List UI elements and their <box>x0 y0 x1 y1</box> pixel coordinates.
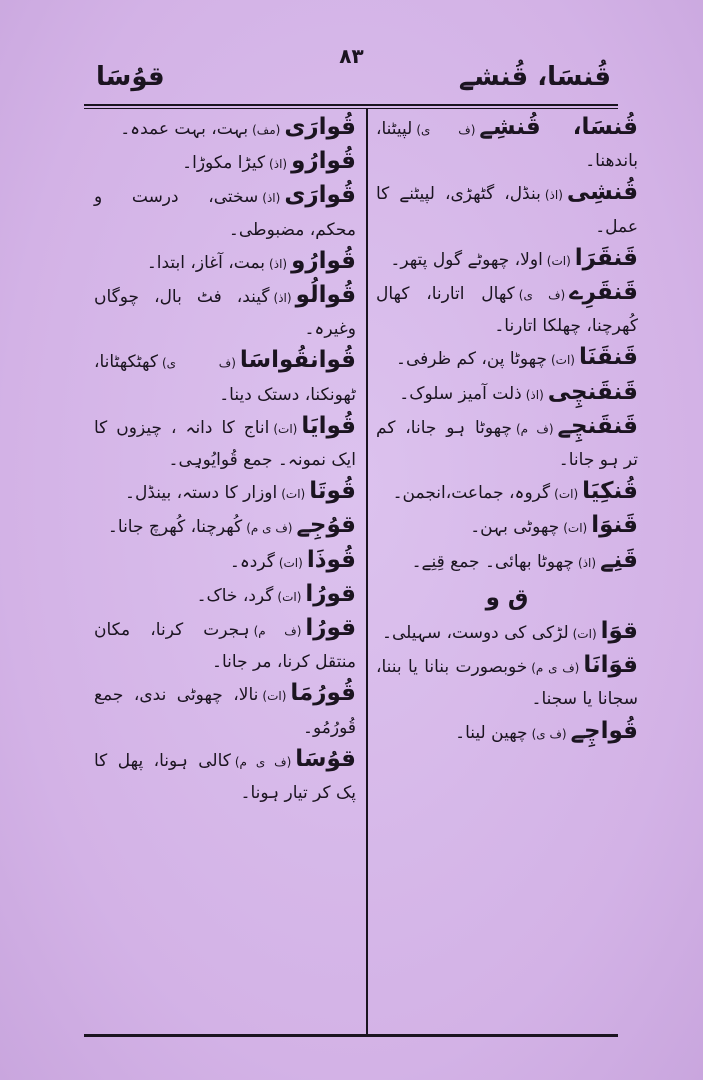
headword: قَنقَنَا <box>578 344 638 371</box>
definition: بمت، آغاز، ابتدا۔ <box>146 252 266 273</box>
definition: سختی، درست و محکم، مضبوطی۔ <box>94 187 356 240</box>
right-column <box>376 112 638 750</box>
headword: قُنکِیَا <box>582 478 638 505</box>
page-number: ۸۳ <box>339 44 364 68</box>
header-left-word: قوُسَا <box>96 62 165 92</box>
footer-rule <box>84 1034 618 1037</box>
definition: چھوٹا پن، کم ظرفی۔ <box>395 349 547 370</box>
header-rule <box>84 104 618 106</box>
definition: گرد، خاک۔ <box>196 585 274 606</box>
grammar-tag: (ف م) <box>253 624 302 639</box>
headword: قوَانَا <box>583 652 638 679</box>
grammar-tag: (ف ی) <box>518 288 566 303</box>
entry <box>376 411 638 476</box>
headword: قُوانقُواسَا <box>239 347 356 374</box>
grammar-tag: (اذ) <box>273 291 292 306</box>
headword: قُوتَا <box>309 478 356 505</box>
header-right-word: قُنسَا، قُنشے <box>458 62 611 92</box>
headword: قورُا <box>305 615 357 642</box>
definition: چھوٹا ہو جانا، کم تر ہو جانا۔ <box>376 417 638 471</box>
headword: قُورُمَا <box>290 680 356 707</box>
definition: گروہ، جماعت،انجمن۔ <box>392 483 551 504</box>
headword: قَنِے <box>600 546 638 573</box>
definition: لپیٹنا، باندھنا۔ <box>376 119 638 172</box>
grammar-tag: (ات) <box>563 521 588 536</box>
entry <box>376 342 638 376</box>
column-divider <box>366 109 368 1034</box>
headword: قوَا <box>600 618 638 645</box>
definition: چھوٹی بہن۔ <box>470 517 560 538</box>
definition: اوزار کا دستہ، بینڈل۔ <box>125 483 278 504</box>
grammar-tag: (مف) <box>252 123 281 137</box>
grammar-tag: (ات) <box>572 627 597 642</box>
grammar-tag: (ف ی م) <box>246 521 293 536</box>
grammar-tag: (ات) <box>262 689 287 704</box>
entry <box>376 716 638 750</box>
entry <box>376 476 638 510</box>
headword: قُوارُو <box>291 148 356 175</box>
definition: اولا، چھوٹے گول پتھر۔ <box>390 249 543 270</box>
definition: لڑکی کی دوست، سہیلی۔ <box>382 623 569 644</box>
grammar-tag: (ف ی) <box>531 726 567 741</box>
grammar-tag: (اذ) <box>544 188 563 203</box>
headword: قُنشِی <box>566 179 638 206</box>
headword: قُوارُو <box>291 247 356 274</box>
entry <box>94 744 356 809</box>
entry <box>94 146 356 180</box>
grammar-tag: (اذ) <box>262 191 281 206</box>
grammar-tag: (اذ) <box>269 157 288 172</box>
headword: قَنقَنچِی <box>547 378 638 405</box>
headword: قَنقَرِے <box>569 279 638 306</box>
entry <box>94 112 356 146</box>
entry <box>94 613 356 678</box>
entry <box>376 377 638 411</box>
entry <box>94 280 356 345</box>
definition: چھین لینا۔ <box>455 722 528 743</box>
grammar-tag: (ات) <box>278 555 303 570</box>
definition: خوبصورت بنانا یا بننا، سجانا یا سجنا۔ <box>376 657 638 710</box>
grammar-tag: (ات) <box>554 487 579 502</box>
grammar-tag: (ف ی م) <box>234 754 292 769</box>
entry <box>376 650 638 715</box>
headword: قَنقَنچِے <box>557 412 638 439</box>
grammar-tag: (ف ی) <box>416 123 476 137</box>
grammar-tag: (اذ) <box>269 256 288 271</box>
headword: قوُجِے <box>296 512 356 539</box>
entry <box>94 678 356 743</box>
headword: قُوذَا <box>306 546 356 573</box>
grammar-tag: (اذ) <box>578 555 597 570</box>
entry <box>94 345 356 410</box>
definition: گردہ۔ <box>229 551 275 572</box>
definition: بہت، بہت عمدہ۔ <box>120 119 249 139</box>
headword: قُوارَی <box>284 182 356 209</box>
headword: قُواچِے <box>570 717 638 744</box>
entry <box>376 177 638 242</box>
definition: کھال اتارنا، کھال کُھرچنا، چھلکا اتارنا۔ <box>376 284 638 337</box>
headword: قُنسَا، قُنشِے <box>479 114 638 140</box>
entry <box>94 579 356 613</box>
entry <box>94 545 356 579</box>
section-heading: ق و <box>485 584 529 611</box>
headword: قَنقَرَا <box>574 244 638 271</box>
entry <box>94 510 356 544</box>
definition: چھوٹا بھائی۔ جمع قِنِے۔ <box>411 551 575 572</box>
definition: کُھرچنا، کُھرچ جانا۔ <box>107 517 243 538</box>
entry <box>94 180 356 245</box>
grammar-tag: (ات) <box>546 253 571 268</box>
entry <box>94 411 356 476</box>
grammar-tag: (اذ) <box>525 387 544 402</box>
entry <box>376 277 638 342</box>
definition: نالا، چھوٹی ندی، جمع قُورُمُو۔ <box>94 685 356 738</box>
headword: قوُسَا <box>295 745 356 772</box>
header-rule-thin <box>84 108 618 109</box>
definition: بنڈل، گٹھڑی، لپیٹنے کا عمل۔ <box>376 184 638 237</box>
grammar-tag: (ات) <box>281 487 306 502</box>
headword: قورُا <box>305 580 356 607</box>
grammar-tag: (ات) <box>273 421 298 436</box>
left-column <box>94 112 356 809</box>
definition: ذلت آمیز سلوک۔ <box>399 383 522 404</box>
definition: کالی ہونا، پھل کا پک کر تیار ہونا۔ <box>94 750 356 804</box>
grammar-tag: (ف ی) <box>162 356 236 371</box>
definition: اناج کا دانہ ، چیزوں کا ایک نمونہ۔ جمع قُوایُوہِی۔ <box>94 417 356 471</box>
entry <box>376 510 638 544</box>
entry <box>94 246 356 280</box>
headword: قُوارَی <box>284 114 356 140</box>
grammar-tag: (ات) <box>550 353 575 368</box>
definition: گیند، فٹ بال، چوگاں وغیرہ۔ <box>94 287 356 340</box>
grammar-tag: (ف م) <box>516 421 554 436</box>
headword: قُوالُو <box>295 282 356 309</box>
grammar-tag: (ات) <box>277 589 302 604</box>
definition: کیڑا مکوڑا۔ <box>182 153 266 174</box>
entry <box>376 545 638 579</box>
entry <box>94 476 356 510</box>
definition: ہجرت کرنا، مکان منتقل کرنا، مر جانا۔ <box>94 620 356 673</box>
headword: قُوایَا <box>301 412 356 439</box>
entry <box>376 243 638 277</box>
headword: قَنوَا <box>591 512 638 539</box>
entry <box>376 112 638 177</box>
entry <box>376 616 638 650</box>
definition: کھٹکھٹانا، ٹھونکنا، دستک دینا۔ <box>94 352 356 405</box>
grammar-tag: (ف ی م) <box>531 661 580 676</box>
